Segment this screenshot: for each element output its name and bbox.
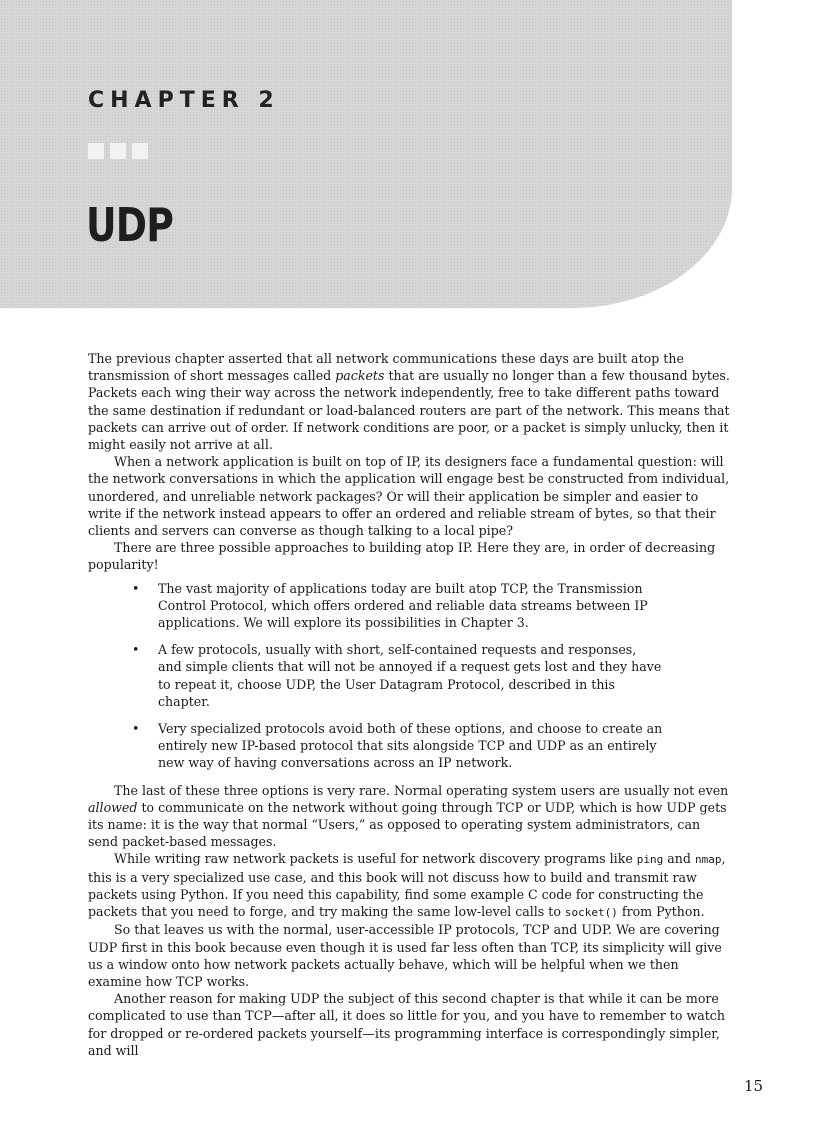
list-item: • Very specialized protocols avoid both of these options, and choose to create an entirely new IP-based protocol that sits alongside TCP and UDP as an entirely new way of having conversations across an IP network.	[158, 720, 663, 772]
bullet-list	[88, 580, 733, 772]
paragraph-4: The last of these three options is very rare. Normal operating system users are usually not even allowed to communicate on the network without going through TCP or UDP, which is how UDP gets its name: it is the way that normal “Users,” as opposed to operating system administrators, can send packet-based messages.	[88, 782, 729, 850]
body-text	[88, 350, 733, 1059]
square-icon	[132, 143, 148, 159]
code-nmap: nmap	[694, 853, 722, 867]
emphasis-allowed: allowed	[88, 799, 138, 815]
paragraph-6: So that leaves us with the normal, user-accessible IP protocols, TCP and UDP. We are covering UDP first in this book because even though it is used far less often than TCP, its simplicity will give us a window onto how network packets actually behave, which will be helpful when we then examine how TCP works.	[88, 922, 722, 989]
chapter-label: CHAPTER 2	[88, 88, 280, 113]
paragraph-3: There are three possible approaches to building atop IP. Here they are, in order of decreasing popularity!	[88, 540, 716, 573]
list-item: • The vast majority of applications today are built atop TCP, the Transmission Control Protocol, which offers ordered and reliable data streams between IP applications. We will explore its possibilities in Chapter 3.	[158, 580, 663, 632]
paragraph-7: Another reason for making UDP the subject of this second chapter is that while it can be more complicated to use than TCP—after all, it does so little for you, and you have to remember to watch for dropped or re-ordered packets yourself—its programming interface is correspondingly simpler, and will	[88, 991, 725, 1058]
chapter-title: UDP	[86, 198, 174, 252]
page-number: 15	[744, 1077, 764, 1095]
decorative-squares	[88, 143, 148, 159]
list-item: • A few protocols, usually with short, self-contained requests and responses, and simple clients that will not be annoyed if a request gets lost and they have to repeat it, choose UDP, the User Datagram Protocol, described in this chapter.	[158, 641, 663, 710]
code-socket: socket()	[564, 906, 618, 920]
square-icon	[88, 143, 104, 159]
paragraph-1: The previous chapter asserted that all network communications these days are built atop the transmission of short messages called packets that are usually no longer than a few thousand bytes. Packets each wing their way across the network independently, free to take different paths toward the same destination if redundant or load-balanced routers are part of the network. This means that packets can arrive out of order. If network conditions are poor, or a packet is simply unlucky, then it might easily not arrive at all.	[88, 351, 730, 453]
square-icon	[110, 143, 126, 159]
paragraph-5: While writing raw network packets is useful for network discovery programs like ping and nmap, this is a very specialized use case, and this book will not discuss how to build and transmit raw packets using Python. If you need this capability, find some example C code for constructing the packets that you need to forge, and try making the same low-level calls to socket() from Python.	[88, 851, 726, 920]
emphasis-packets: packets	[335, 368, 385, 384]
code-ping: ping	[636, 853, 664, 867]
paragraph-2: When a network application is built on top of IP, its designers face a fundamental question: will the network conversations in which the application will engage best be constructed from individual, unordered, and unreliable network packages? Or will their application be simpler and easier to write if the network instead appears to offer an ordered and reliable stream of bytes, so that their clients and servers can converse as though talking to a local pipe?	[88, 454, 730, 539]
